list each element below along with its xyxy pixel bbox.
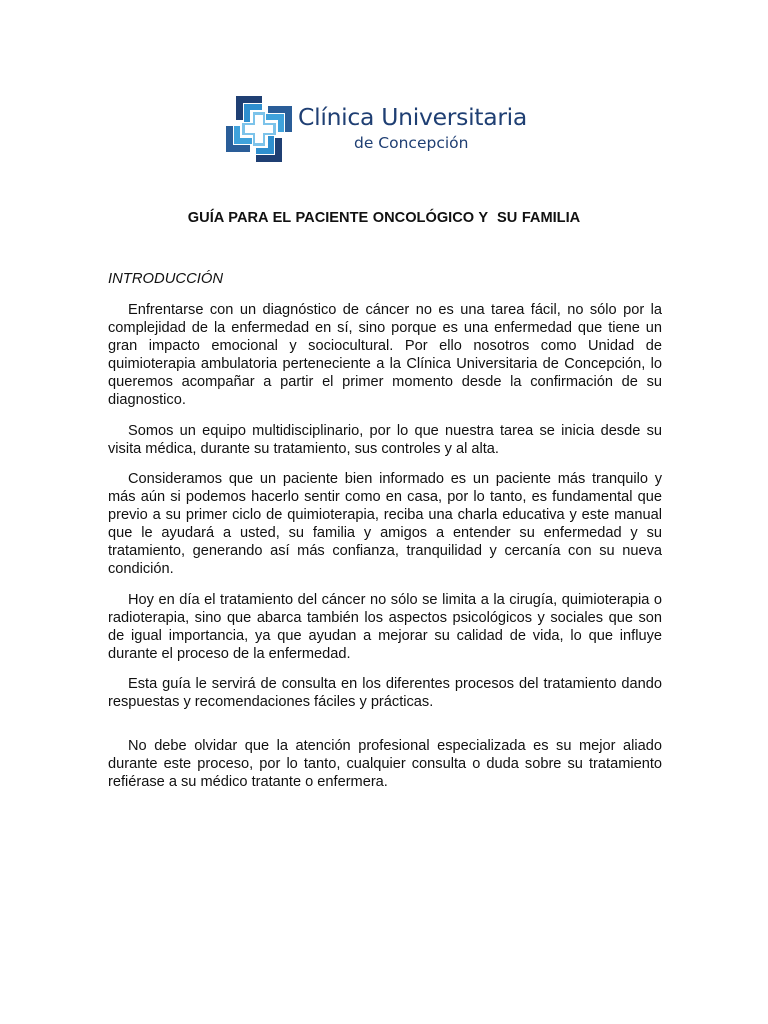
paragraph: Enfrentarse con un diagnóstico de cáncer no es una tarea fácil, no sólo por la complejidad de la enfermedad en sí, sino porque es una enfermedad que tiene un gran impacto emocional y sociocultural. Por ello nosotros como Unidad de quimioterapia ambulatoria perteneciente a la Clínica Universitaria de Concepción, lo queremos acompañar a partir el primer momento desde la confirmación de su diagnostico.	[108, 302, 662, 408]
paragraph: No debe olvidar que la atención profesional especializada es su mejor aliado durante este proceso, por lo tanto, cualquier consulta o duda sobre su tratamiento refiérase a su médico tratante o enfermera.	[108, 738, 662, 790]
paragraph: Hoy en día el tratamiento del cáncer no sólo se limita a la cirugía, quimioterapia o radioterapia, sino que abarca también los aspectos psicológicos y sociales que son de igual importancia, ya que ayudan a mejorar su calidad de vida, lo que influye durante el proceso de la enfermedad.	[108, 591, 662, 662]
medical-cross-icon	[222, 92, 296, 166]
document-body	[108, 301, 662, 804]
clinic-subtitle: de Concepción	[354, 134, 469, 152]
document-title: GUÍA PARA EL PACIENTE ONCOLÓGICO Y SU FAMILIA	[187, 210, 581, 226]
clinic-name: Clínica Universitaria	[298, 103, 528, 131]
paragraph: Esta guía le servirá de consulta en los diferentes procesos del tratamiento dando respuestas y recomendaciones fáciles y prácticas.	[108, 676, 662, 710]
paragraph: Consideramos que un paciente bien informado es un paciente más tranquilo y más aún si podemos hacerlo sentir como en casa, por lo tanto, es fundamental que previo a su primer ciclo de quimioterapia, reciba una charla educativa y este manual que le ayudará a usted, su familia y amigos a entender su enfermedad y su tratamiento, generando así más confianza, tranquilidad y cercanía con su nueva condición.	[108, 471, 662, 577]
paragraph: Somos un equipo multidisciplinario, por lo que nuestra tarea se inicia desde su visita médica, durante su tratamiento, sus controles y al alta.	[108, 422, 662, 457]
clinic-logo	[222, 92, 552, 166]
section-heading: INTRODUCCIÓN	[108, 271, 224, 287]
